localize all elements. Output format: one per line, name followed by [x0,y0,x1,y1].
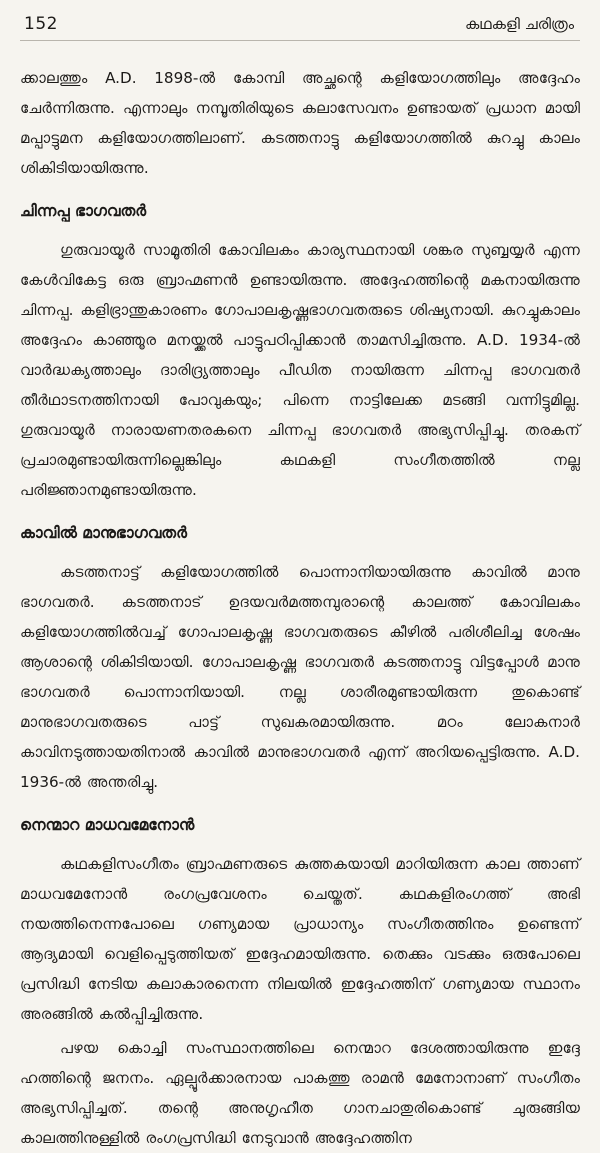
section-paragraph: കഥകളിസംഗീതം ബ്രാഹ്മണരുടെ കുത്തകയായി മാറിയിരുന്ന കാല ത്താണ് മാധവമേനോൻ രംഗപ്രവേശനം ചെയ്തത്. കഥകളിരംഗത്ത് അഭി നയത്തിനെന്നപോലെ ഗണ്യമായ പ്രാധാന്യം സംഗീതത്തിനും ഉണ്ടെന്ന് ആദ്യമായി വെളിപ്പെടുത്തിയത് ഇദ്ദേഹമായിരുന്നു. തെക്കും വടക്കും ഒരുപോലെ പ്രസിദ്ധി നേടിയ കലാകാരനെന്ന നിലയിൽ ഇദ്ദേഹത്തിന് ഗണ്യമായ സ്ഥാനം അരങ്ങിൽ കൽപ്പിച്ചിരുന്നു. [20,855,580,1023]
section-paragraph: കടത്തനാട്ട് കളിയോഗത്തിൽ പൊന്നാനിയായിരുന്നു കാവിൽ മാനു ഭാഗവതർ. കടത്തനാട് ഉദയവർമത്തമ്പുരാന്റെ കാലത്ത് കോവിലകം കളിയോഗത്തിൽവച്ച് ഗോപാലകൃഷ്ണ ഭാഗവതരുടെ കീഴിൽ പരിശീലിച്ച ശേഷം ആശാന്റെ ശികിടിയായി. ഗോപാലകൃഷ്ണ ഭാഗവതർ കടത്തനാട്ടു വിട്ടപ്പോൾ മാനു ഭാഗവതർ പൊന്നാനിയായി. നല്ല ശാരീരമുണ്ടായിരുന്ന തുകൊണ്ട് മാനുഭാഗവതരുടെ പാട്ട് സുഖകരമായിരുന്നു. മഠം ലോകനാർ കാവിനടുത്തായതിനാൽ കാവിൽ മാനുഭാഗവതർ എന്ന് അറിയപ്പെട്ടിരുന്നു. A.D. 1936-ൽ അന്തരിച്ചു. [20,563,580,791]
section-paragraph: ഗുരുവായൂർ സാമൂതിരി കോവിലകം കാര്യസ്ഥനായി ശങ്കര സുബ്ബയ്യർ എന്ന കേൾവികേട്ട ഒരു ബ്രാഹ്മണൻ ഉണ്ടായിരുന്നു. അദ്ദേഹത്തിന്റെ മകനായിരുന്നു ചിന്നപ്പ. കളിഭ്രാന്തുകാരണം ഗോപാലകൃഷ്ണഭാഗവതരുടെ ശിഷ്യനായി. കുറച്ചുകാലം അദ്ദേഹം കാഞ്ഞൂര മനയ്ക്കൽ പാട്ടുപഠിപ്പിക്കാൻ താമസിച്ചിരുന്നു. A.D. 1934-ൽ വാർദ്ധക്യത്താലും ദാരിദ്ര്യത്താലും പീഡിത നായിരുന്ന ചിന്നപ്പ ഭാഗവതർ തീർഥാടനത്തിനായി പോവുകയും; പിന്നെ നാട്ടിലേക്ക മടങ്ങി വന്നിട്ടുമില്ല. ഗുരുവായൂർ നാരായണതരകനെ ചിന്നപ്പ ഭാഗവതർ അഭ്യസിപ്പിച്ചു. തരകന് പ്രചാരമുണ്ടായിരുന്നില്ലെങ്കിലും കഥകളി സംഗീതത്തിൽ നല്ല പരിജ്ഞാനമുണ്ടായിരുന്നു. [20,241,580,499]
section-heading-nenmara-madhava-menon: നെന്മാറ മാധവമേനോൻ [20,816,195,834]
section-heading-chinnappa-bhagavathar: ചിന്നപ്പ ഭാഗവതർ [20,202,147,220]
intro-paragraph: ക്കാലത്തും A.D. 1898-ൽ കോമ്പി അച്ഛന്റെ കളിയോഗത്തിലും അദ്ദേഹം ചേർന്നിരുന്നു. എന്നാലും നമ്പൂതിരിയുടെ കലാസേവനം ഉണ്ടായത് പ്രധാന മായി മപ്പാട്ടുമന കളിയോഗത്തിലാണ്. കടത്തനാട്ടു കളിയോഗത്തിൽ കുറച്ചു കാലം ശികിടിയായിരുന്നു. [20,69,580,177]
section-paragraph: പഴയ കൊച്ചി സംസ്ഥാനത്തിലെ നെന്മാറ ദേശത്തായിരുന്നു ഇദ്ദേ ഹത്തിന്റെ ജനനം. ഏല്പൂർക്കാരനായ പാകത്തു രാമൻ മേനോനാണ് സംഗീതം അഭ്യസിപ്പിച്ചത്. തന്റെ അനുഗൃഹീത ഗാനചാതുരികൊണ്ട് ചുരുങ്ങിയ കാലത്തിനുള്ളിൽ രംഗപ്രസിദ്ധി നേടുവാൻ അദ്ദേഹത്തിന [20,1039,580,1147]
running-title: കഥകളി ചരിത്രം [464,15,574,33]
section-heading-kavil-manu-bhagavathar: കാവിൽ മാനുഭാഗവതർ [20,524,187,542]
page-header [20,14,580,41]
page-number: 152 [24,14,58,34]
